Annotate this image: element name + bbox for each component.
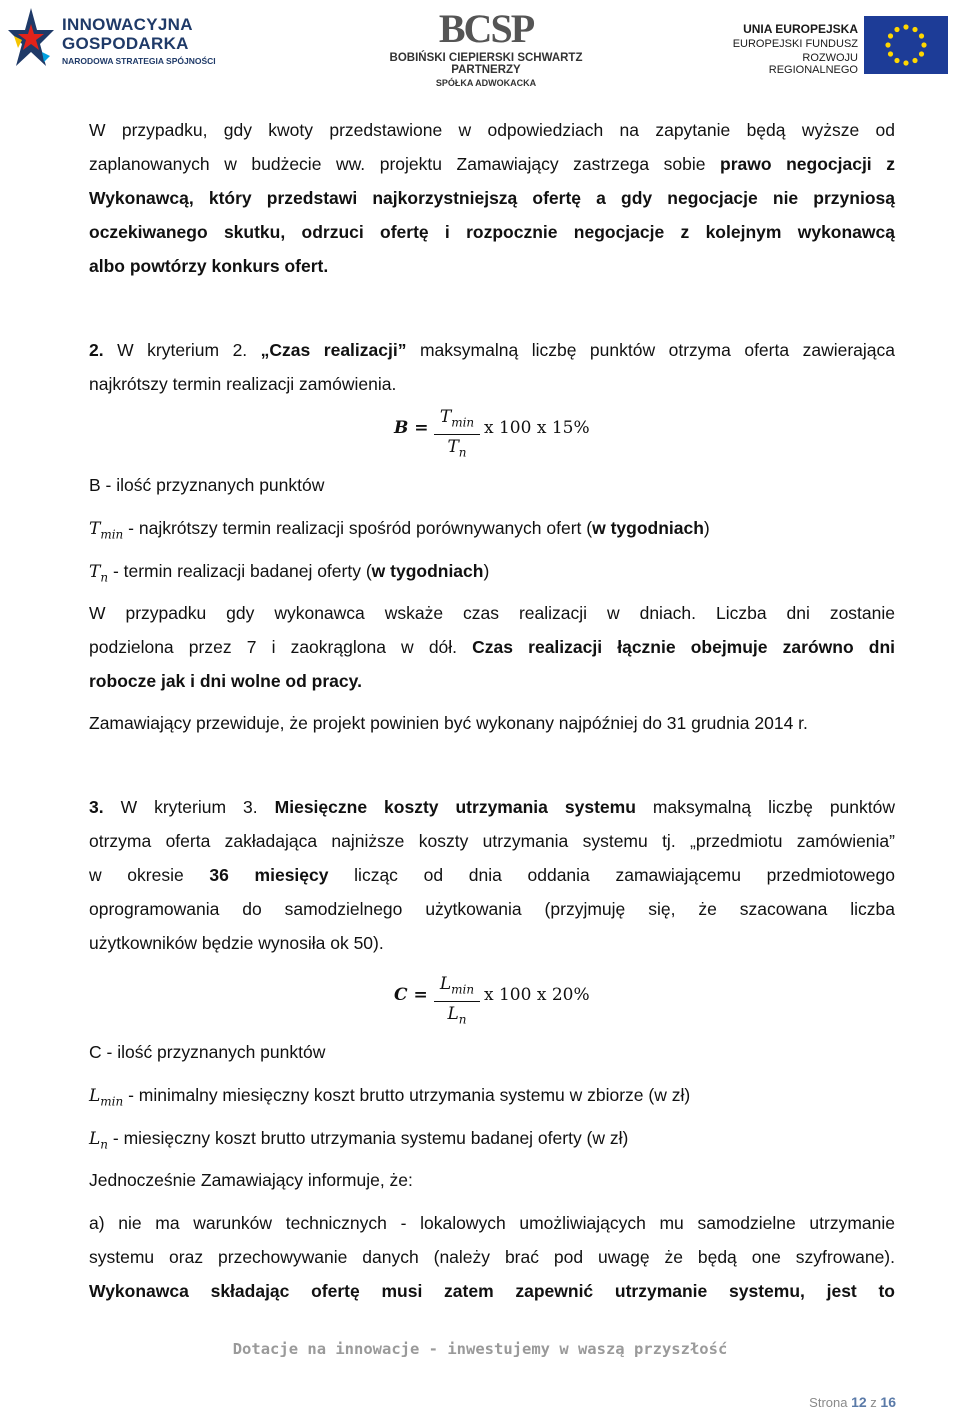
tn-symbol (89, 562, 109, 585)
tmin-text: - najkrótszy termin realizacji spośród porównywanych ofert ( (123, 518, 593, 538)
formula-b-denominator (434, 435, 480, 464)
eu-line-1: UNIA EUROPEJSKA (743, 22, 858, 36)
eu-flag-icon (864, 16, 948, 74)
formula-c-denominator (434, 1002, 480, 1031)
ln-definition (89, 1121, 895, 1161)
tmin-bold: w tygodniach (592, 518, 704, 538)
crit2-line-1 (89, 333, 895, 367)
ln-text: - miesięczny koszt brutto utrzymania systemu badanej oferty (w zł) (108, 1128, 629, 1148)
bcsp-logo (356, 6, 616, 88)
point-a-line-3 (89, 1274, 895, 1308)
ln-sub: n (100, 1137, 109, 1152)
days-line-1: W przypadku gdy wykonawca wskaże czas realizacji w dniach. Liczba dni zostanie (89, 603, 895, 623)
point-a-line-2: systemu oraz przechowywanie danych (należy brać pod uwagę że będą one szyfrowane). (89, 1247, 895, 1267)
crit3-number: 3. (89, 797, 104, 817)
days-line-3 (89, 664, 895, 698)
formula-b-lhs: B = (394, 418, 429, 438)
page-header (0, 0, 960, 88)
formula-b-den-base: T (447, 437, 459, 458)
lmin-definition (89, 1078, 895, 1118)
formula-b-numerator (434, 405, 480, 435)
crit3-title: Miesięczne koszty utrzymania systemu (274, 797, 636, 817)
formula-b-num-base: T (439, 407, 452, 427)
para1-line-2-bold: prawo negocjacji z (720, 154, 895, 174)
days-line-2-bold: Czas realizacji łącznie obejmuje zarówno dni (472, 637, 895, 657)
logo-line-3: NARODOWA STRATEGIA SPÓJNOŚCI (62, 56, 216, 66)
b-definition: B - ilość przyznanych punktów (89, 475, 325, 495)
bcsp-mark: BCSP (438, 6, 534, 51)
page-number (809, 1394, 896, 1410)
logo-line-2: GOSPODARKA (62, 34, 189, 53)
crit3-line-2: otrzyma oferta zakładająca najniższe koszty utrzymania systemu tj. „przedmiotu zamówienia” (89, 831, 895, 851)
crit3-line-4: oprogramowania do samodzielnego użytkowania (przyjmuję się, że szacowana liczba (89, 899, 895, 919)
formula-c (394, 969, 604, 1029)
page-total: 16 (880, 1394, 896, 1410)
crit3-lead: W kryterium 3. (103, 797, 275, 817)
deadline-line: Zamawiający przewiduje, że projekt powinien być wykonany najpóźniej do 31 grudnia 2014 r. (89, 713, 808, 733)
formula-c-rhs: x 100 x 20% (484, 985, 590, 1005)
tmin-end: ) (703, 518, 710, 538)
crit3-line-3-a: w okresie (89, 865, 210, 885)
para1-line-3-bold: Wykonawcą, który przedstawi najkorzystniejszą ofertę a gdy negocjacje nie przyniosą (89, 188, 895, 208)
formula-b-num-sub: min (451, 415, 475, 430)
tn-bold: w tygodniach (371, 561, 484, 581)
formula-b-rhs: x 100 x 15% (484, 418, 590, 438)
crit3-line-3-bold: 36 miesięcy (209, 865, 329, 885)
formula-c-lhs: C = (394, 985, 428, 1005)
formula-c-numerator (434, 972, 480, 1002)
tn-text: - termin realizacji badanej oferty ( (108, 561, 372, 581)
eu-line-3: ROZWOJU REGIONALNEGO (768, 52, 858, 76)
logo-line-1: INNOWACYJNA (62, 15, 193, 34)
lmin-sub: min (100, 1094, 124, 1109)
point-a-line-1: a) nie ma warunków technicznych - lokalowych umożliwiających mu samodzielne utrzymanie (89, 1213, 895, 1233)
tn-definition (89, 554, 895, 594)
eu-logo (712, 16, 952, 76)
crit3-line-1 (89, 790, 895, 824)
bcsp-name: BOBIŃSKI CIEPIERSKI SCHWARTZ PARTNERZY (389, 52, 583, 76)
para1-line-5 (89, 249, 895, 283)
tmin-definition (89, 511, 895, 551)
info-line: Jednocześnie Zamawiający informuje, że: (89, 1170, 413, 1190)
formula-c-num-sub: min (451, 982, 475, 997)
tn-base: T (89, 562, 101, 582)
days-line-2-text: podzielona przez 7 i zaokrąglona w dół. (89, 637, 473, 657)
footer-tagline: Dotacje na innowacje - inwestujemy w waszą przyszłość (232, 1340, 728, 1358)
para1-line-2 (89, 147, 895, 181)
formula-c-den-base: L (447, 1004, 459, 1025)
crit3-line-3-b: licząc od dnia oddania zamawiającemu przedmiotowego (328, 865, 896, 885)
lmin-symbol (89, 1086, 124, 1109)
tn-end: ) (483, 561, 490, 581)
bcsp-subtitle: SPÓŁKA ADWOKACKA (435, 78, 537, 88)
eu-line-2: EUROPEJSKI FUNDUSZ (732, 38, 858, 50)
para1-line-3 (89, 181, 895, 215)
tmin-sub: min (100, 527, 124, 542)
tmin-base: T (89, 519, 101, 539)
crit3-line-3 (89, 858, 895, 892)
crit2-rest: maksymalną liczbę punktów otrzyma oferta zawierająca (406, 340, 895, 360)
formula-c-fraction (434, 972, 480, 1032)
formula-c-num-base: L (439, 974, 452, 994)
point-a-line-3-bold: Wykonawca składając ofertę musi zatem zapewnić utrzymanie systemu, jest to (89, 1281, 895, 1301)
crit3-rest: maksymalną liczbę punktów (635, 797, 896, 817)
formula-b (394, 402, 604, 462)
ln-symbol (89, 1129, 109, 1152)
para1-line-4 (89, 215, 895, 249)
tn-sub: n (100, 570, 109, 585)
crit3-line-5: użytkowników będzie wynosiła ok 50). (89, 933, 384, 953)
para1-line-2-text: zaplanowanych w budżecie ww. projektu Zamawiający zastrzega sobie (89, 154, 720, 174)
para1-line-5-bold: albo powtórzy konkurs ofert. (89, 256, 329, 276)
para1-line-1: W przypadku, gdy kwoty przedstawione w odpowiedziach na zapytanie będą wyższe od (89, 120, 895, 140)
ln-base: L (89, 1129, 101, 1149)
page-current: 12 (851, 1394, 867, 1410)
crit2-line-2: najkrótszy termin realizacji zamówienia. (89, 374, 397, 394)
days-line-3-bold: robocze jak i dni wolne od pracy. (89, 671, 362, 691)
page-label: Strona (809, 1395, 848, 1410)
formula-b-den-sub: n (458, 445, 467, 460)
formula-c-den-sub: n (458, 1012, 467, 1027)
innowacyjna-gospodarka-logo (6, 6, 216, 72)
crit2-title: „Czas realizacji” (260, 340, 407, 360)
lmin-text: - minimalny miesięczny koszt brutto utrzymania systemu w zbiorze (w zł) (123, 1085, 691, 1105)
page-sep: z (870, 1395, 877, 1410)
formula-b-fraction (434, 405, 480, 465)
crit2-number: 2. (89, 340, 104, 360)
c-definition: C - ilość przyznanych punktów (89, 1042, 326, 1062)
crit2-lead: W kryterium 2. (103, 340, 261, 360)
lmin-base: L (89, 1086, 101, 1106)
days-line-2 (89, 630, 895, 664)
tmin-symbol (89, 519, 124, 542)
star-logo-icon (6, 6, 56, 72)
para1-line-4-bold: oczekiwanego skutku, odrzuci ofertę i rozpocznie negocjacje z kolejnym wykonawcą (89, 222, 895, 242)
